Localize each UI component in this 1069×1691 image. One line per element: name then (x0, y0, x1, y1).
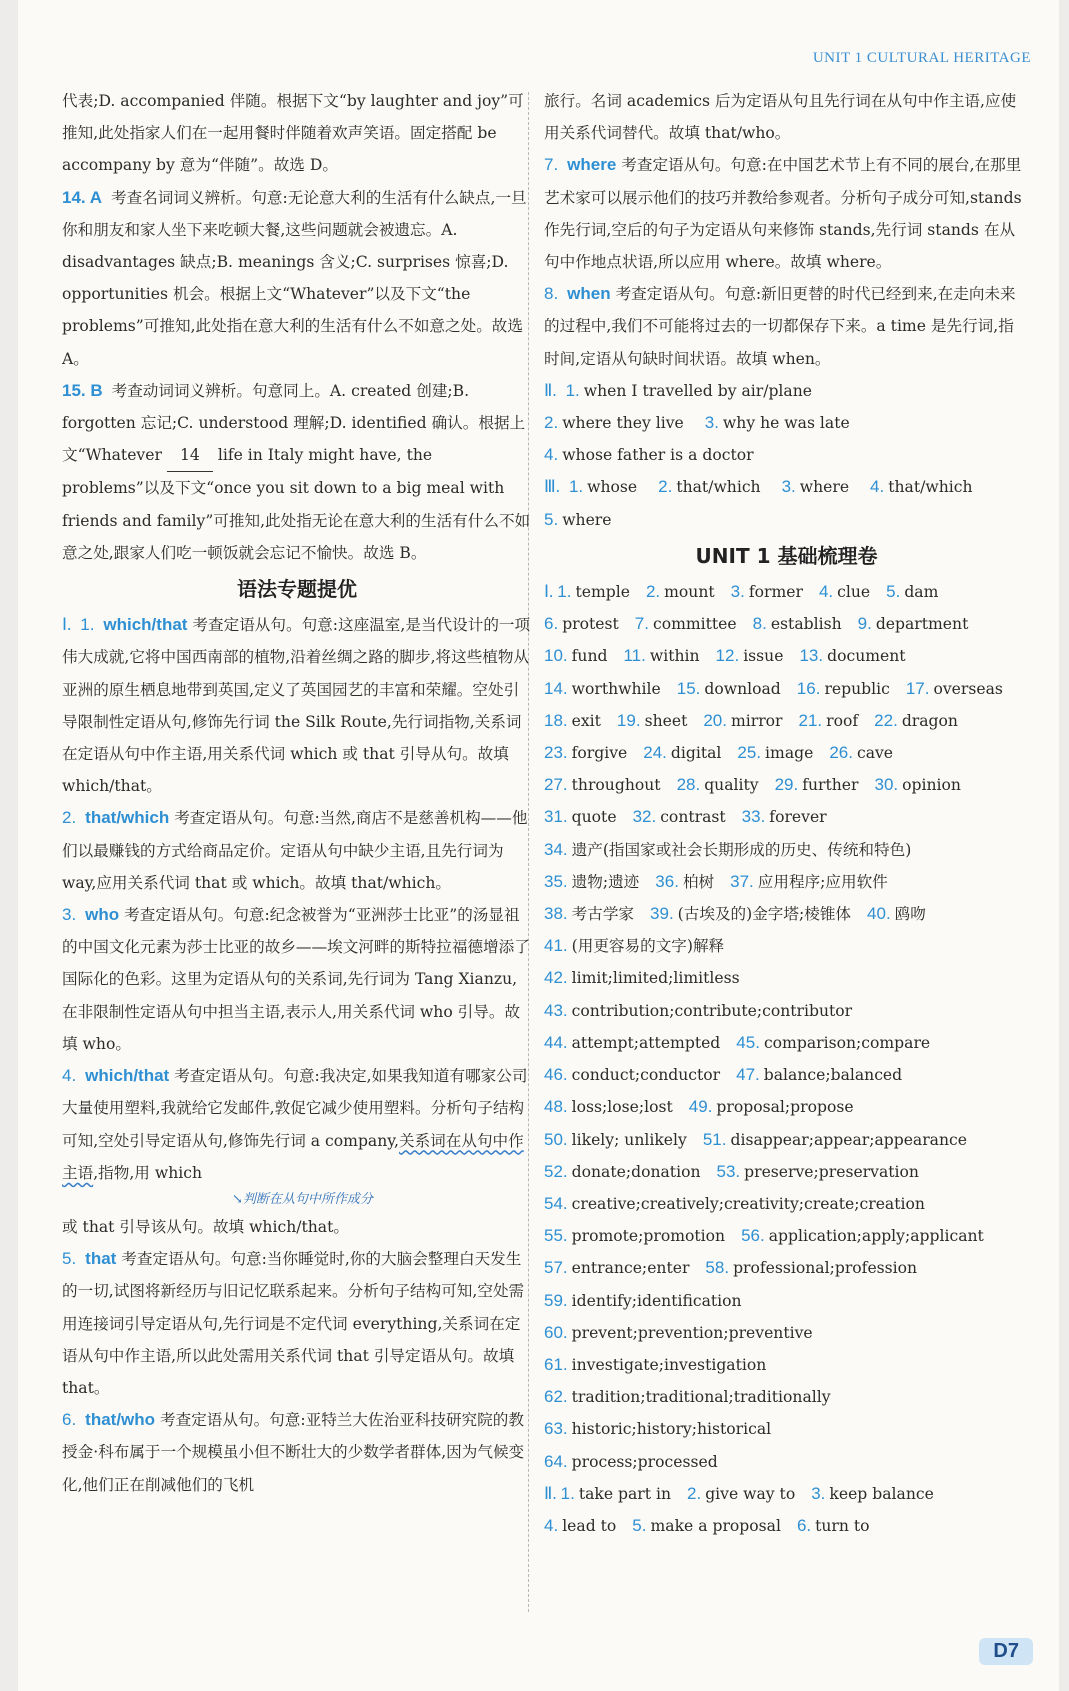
vocab-item-number: 29. (774, 775, 799, 795)
phrase-item-answer: make a proposal (650, 1516, 781, 1535)
ii-3-text: why he was late (722, 414, 850, 433)
phrase-item-number: 6. (796, 1515, 812, 1535)
answer-14-text: 考查名词词义辨析。句意:无论意大利的生活有什么缺点,一旦你和朋友和家人坐下来吃顿大餐,这些问题就会被遗忘。A. disadvantages 缺点;B. meanings 含义;C. surprises 惊喜;D. opportunities 机会。根据上文“Whatever”以及下文“the problems”可推知,此处指在意大利的生活有什么不如意之处。故选 A。 (62, 188, 527, 368)
vocab-item-number: 17. (905, 678, 930, 698)
vocab-row (544, 769, 1029, 801)
grammar-answer-2 (62, 802, 532, 899)
vocab-item-answer: issue (743, 647, 784, 666)
grammar-4-text-c: 或 that 引导该从句。故填 which/that。 (62, 1217, 349, 1236)
vocab-item-answer: balance;balanced (763, 1066, 903, 1085)
iii-4-num: 4. (870, 477, 885, 497)
vocab-row (544, 1091, 1029, 1123)
vocab-row (544, 1027, 1029, 1059)
vocab-row (544, 576, 1029, 608)
vocab-row (544, 1446, 1029, 1478)
grammar-5-text: 考查定语从句。句意:当你睡觉时,你的大脑会整理白天发生的一切,试图将新经历与旧记忆联系起来。分析句子结构可知,空处需用连接词引导定语从句,先行词是不定代词 everything,关系词在定语从句中作主语,所以此处需用关系代词 that 引导定语从句。故填 that。 (62, 1250, 525, 1397)
vocab-item-number: 27. (544, 775, 568, 795)
grammar-4-num: 4. (62, 1066, 77, 1086)
grammar-section-title: 语法专题提优 (237, 577, 357, 602)
vocab-row (544, 640, 1029, 672)
grammar-8-text: 考查定语从句。句意:新旧更替的时代已经到来,在走向未来的过程中,我们不可能将过去的一切都保存下来。a time 是先行词,指时间,定语从句缺时间状语。故填 when。 (544, 285, 1016, 368)
unit-review-title: UNIT 1 基础梳理卷 (695, 543, 878, 568)
ii-4-num: 4. (544, 445, 559, 465)
vocab-item-number: 23. (544, 743, 568, 763)
vocab-row (544, 1252, 1029, 1284)
vocab-item-number: 28. (676, 775, 701, 795)
vocab-item-number: 15. (676, 678, 701, 698)
vocab-item-answer: opinion (902, 776, 961, 795)
vocab-item-number: 56. (741, 1226, 765, 1246)
grammar-4-key: which/that (85, 1066, 170, 1086)
vocab-item-answer: limit;limited;limitless (571, 969, 740, 988)
vocab-item-answer: donate;donation (571, 1162, 701, 1181)
vocab-item-answer: quality (704, 776, 759, 795)
vocab-item-answer: digital (670, 744, 722, 763)
grammar-5-num: 5. (62, 1249, 77, 1269)
vocab-item-number: 44. (544, 1032, 568, 1052)
vocab-item-number: 33. (741, 807, 766, 827)
vocab-item-answer: entrance;enter (571, 1259, 690, 1278)
vocab-item-answer: process;processed (571, 1452, 718, 1471)
vocab-item-number: 11. (623, 646, 646, 666)
vocab-item-number: 24. (643, 743, 667, 763)
vocab-item-answer: (古埃及的)金字塔;棱锥体 (677, 905, 852, 924)
phrase-item-number: 4. (544, 1515, 559, 1535)
vocab-item-number: 43. (544, 1000, 568, 1020)
grammar-2-num: 2. (62, 808, 77, 828)
vocab-row (544, 801, 1029, 833)
vocab-item-number: 36. (655, 871, 679, 891)
section-ii-row-1 (544, 375, 1029, 407)
section-iii-row-2 (544, 504, 1029, 536)
vocab-item-answer: 考古学家 (571, 905, 635, 924)
vocab-item-answer: prevent;prevention;preventive (571, 1323, 813, 1342)
vocab-item-number: 64. (544, 1451, 568, 1471)
vocab-item-number: 41. (544, 936, 568, 956)
vocab-item-answer: dam (904, 583, 939, 602)
vocab-item-number: 57. (544, 1258, 568, 1278)
vocab-item-number: 53. (716, 1161, 741, 1181)
iii-2-text: that/which (676, 478, 761, 497)
phrase-item-number: 2. (687, 1483, 702, 1503)
left-column (62, 85, 532, 1501)
vocab-item-answer: 应用程序;应用软件 (757, 872, 888, 891)
grammar-2-key: that/which (85, 808, 170, 828)
vocab-item-number: 39. (650, 904, 674, 924)
iii-3-num: 3. (781, 477, 796, 497)
vocab-item-answer: fund (571, 647, 608, 666)
grammar-6-key: that/who (85, 1410, 156, 1430)
vocab-item-number: 42. (544, 968, 568, 988)
vocab-item-answer: former (748, 583, 803, 602)
ii-3-num: 3. (704, 413, 719, 433)
phrase-list (544, 1478, 1029, 1542)
vocab-item-number: 19. (616, 710, 641, 730)
vocab-item-number: 48. (544, 1097, 568, 1117)
vocab-row (544, 1413, 1029, 1445)
vocab-item-number: 49. (688, 1097, 713, 1117)
phrase-item-answer: take part in (578, 1484, 671, 1503)
vocab-item-answer: sheet (644, 711, 688, 730)
vocab-item-number: 63. (544, 1419, 568, 1439)
vocab-item-number: 14. (544, 678, 568, 698)
vocab-item-number: 25. (737, 743, 762, 763)
vocab-item-number: 26. (829, 743, 853, 763)
vocab-item-number: 1. (557, 582, 572, 602)
vocab-item-answer: application;apply;applicant (768, 1227, 984, 1246)
phrase-row (544, 1510, 1029, 1542)
answer-14 (62, 182, 532, 375)
grammar-1-num: 1. (80, 615, 95, 635)
answer-page (18, 0, 1059, 1691)
vocab-item-answer: forever (769, 808, 827, 827)
vocab-item-number: 59. (544, 1290, 568, 1310)
vocab-item-number: 50. (544, 1129, 568, 1149)
section-ii-row-3 (544, 439, 1029, 471)
vocab-item-answer: preserve;preservation (744, 1162, 919, 1181)
ii-2-num: 2. (544, 413, 559, 433)
vocab-item-number: 62. (544, 1387, 568, 1407)
vocab-item-answer: professional;profession (733, 1259, 918, 1278)
grammar-3-key: who (85, 905, 120, 925)
iii-5-num: 5. (544, 509, 559, 529)
vocab-item-answer: dragon (901, 711, 958, 730)
ii-4-text: whose father is a doctor (562, 446, 754, 465)
answer-14-key: 14. A (62, 187, 103, 207)
vocab-item-number: 7. (634, 614, 649, 634)
grammar-2-text: 考查定语从句。句意:当然,商店不是慈善机构——他们以最赚钱的方式给商品定价。定语从句中缺少主语,且先行词为 way,应用关系代词 that 或 which。故填 that/which。 (62, 809, 528, 892)
vocab-item-answer: forgive (571, 744, 628, 763)
vocab-item-number: 35. (544, 871, 568, 891)
vocab-item-number: 61. (544, 1354, 568, 1374)
q13-continuation: 代表;D. accompanied 伴随。根据下文“by laughter and joy”可推知,此处指家人们在一起用餐时伴随着欢声笑语。固定搭配 be accompany by 意为“伴随”。故选 D。 (62, 92, 524, 175)
vocab-item-answer: throughout (571, 776, 661, 795)
ii-1-text: when I travelled by air/plane (583, 381, 812, 400)
iii-1-text: whose (587, 478, 638, 497)
grammar-6-num: 6. (62, 1410, 77, 1430)
vocab-item-number: 30. (874, 775, 899, 795)
vocab-item-answer: document (827, 647, 906, 666)
vocab-item-number: 6. (544, 614, 559, 634)
vocab-row (544, 1124, 1029, 1156)
vocab-item-answer: 遗物;遗迹 (571, 872, 640, 891)
vocab-item-answer: cave (856, 744, 894, 763)
right-column (544, 85, 1029, 1542)
vocab-row (544, 834, 1029, 866)
iii-2-num: 2. (658, 477, 673, 497)
vocab-row (544, 995, 1029, 1027)
vocab-item-answer: committee (652, 615, 737, 634)
phrase-item-number: 1. (560, 1483, 575, 1503)
vocab-item-answer: download (704, 679, 781, 698)
grammar-answer-5 (62, 1243, 532, 1404)
vocab-item-answer: tradition;traditional;traditionally (571, 1388, 831, 1407)
vocab-item-number: 46. (544, 1065, 568, 1085)
phrase-roman: Ⅱ. (544, 1483, 557, 1503)
vocab-item-number: 22. (874, 710, 898, 730)
grammar-7-text: 考查定语从句。句意:在中国艺术节上有不同的展台,在那里艺术家可以展示他们的技巧并教给参观者。分析句子成分可知,stands 作先行词,空后的句子为定语从句来修饰 stands,先行词 stands 在从句中作地点状语,所以应用 where。故填 where。 (544, 156, 1022, 272)
grammar-5-key: that (85, 1249, 117, 1269)
vocab-item-number: 18. (544, 710, 568, 730)
grammar-6-text: 考查定语从句。句意:亚特兰大佐治亚科技研究院的教授金·科布属于一个规模虽小但不断壮大的少数学者群体,因为气候变化,他们正在削减他们的飞机 (62, 1411, 525, 1494)
vocab-item-answer: quote (571, 808, 617, 827)
grammar-4-text-a: 考查定语从句。句意:我决定,如果我知道有哪家公司大量使用塑料,我就给它发邮件,敦促它减少使用塑料。分析句子结构可知,空处引导定语从句,修饰先行词 a company, (62, 1067, 528, 1150)
iii-3-text: where (799, 478, 850, 497)
grammar-answer-8 (544, 278, 1029, 375)
grammar-1-text: 考查定语从句。句意:这座温室,是当代设计的一项伟大成就,它将中国西南部的植物,沿着丝绸之路的脚步,将这些植物从亚洲的原生栖息地带到英国,定义了英国园艺的丰富和荣耀。空处引导限制性定语从句,修饰先行词 the Silk Route,先行词指物,关系词在定语从句中作主语,用关系代词 which 或 that 引导从句。故填 which/that。 (62, 616, 531, 796)
grammar-4-wavy-note: 关系词在从句中作主语 (62, 1131, 524, 1182)
vocab-item-number: 47. (736, 1065, 760, 1085)
vocab-item-answer: conduct;conductor (571, 1066, 721, 1085)
vocab-item-answer: image (765, 744, 814, 763)
vocab-list (544, 576, 1029, 1478)
vocab-item-number: 2. (645, 582, 661, 602)
vocab-item-answer: department (875, 615, 969, 634)
vocab-item-number: 32. (632, 807, 657, 827)
vocab-item-number: 8. (752, 614, 767, 634)
vocab-item-answer: investigate;investigation (571, 1355, 767, 1374)
vocab-item-number: 52. (544, 1161, 568, 1181)
phrase-item-answer: keep balance (829, 1484, 934, 1503)
grammar-7-num: 7. (544, 155, 559, 175)
vocab-item-answer: loss;lose;lost (571, 1098, 673, 1117)
iii-1-num: 1. (568, 477, 584, 497)
vocab-item-number: 60. (544, 1322, 568, 1342)
answer-15-text-b: life in Italy might have, the problems”以及下文“once you sit down to a big meal with friends and family”可推知,此处指无论在意大利的生活有什么不如意之处,跟家人们吃一顿饭就会忘记不愉快。故选 B。 (62, 446, 531, 562)
vocab-item-number: 12. (715, 646, 740, 666)
phrase-row (544, 1478, 1029, 1510)
vocab-item-number: 10. (544, 646, 568, 666)
answer-15-blank: 14 (167, 439, 213, 472)
vocab-item-number: 58. (705, 1258, 730, 1278)
grammar-answer-7 (544, 149, 1029, 278)
vocab-row (544, 1220, 1029, 1252)
section-iii-row-1 (544, 471, 1029, 503)
handwritten-annotation: ↘判断在从句中所作成分 (232, 1191, 373, 1207)
section-ii-row-2 (544, 407, 1029, 439)
vocab-item-answer: clue (837, 583, 871, 602)
vocab-item-number: 38. (544, 904, 568, 924)
vocab-item-answer: 鸥吻 (894, 905, 926, 924)
vocab-item-number: 37. (730, 871, 754, 891)
vocab-item-number: 51. (702, 1129, 727, 1149)
vocab-item-answer: overseas (933, 679, 1003, 698)
vocab-item-number: 21. (798, 710, 823, 730)
vocab-item-answer: temple (575, 583, 630, 602)
vocab-item-answer: roof (826, 711, 859, 730)
vocab-item-answer: 柏树 (682, 872, 715, 891)
vocab-row (544, 1349, 1029, 1381)
vocab-row (544, 705, 1029, 737)
vocab-item-answer: mirror (730, 711, 783, 730)
vocab-item-answer: disappear;appear;appearance (730, 1130, 967, 1149)
iii-4-text: that/which (888, 478, 973, 497)
vocab-row (544, 1381, 1029, 1413)
phrase-item-answer: lead to (562, 1516, 617, 1535)
vocab-item-answer: mount (664, 583, 715, 602)
grammar-8-num: 8. (544, 284, 559, 304)
vocab-item-answer: exit (571, 711, 601, 730)
vocab-roman: Ⅰ. (544, 582, 554, 602)
vocab-row (544, 1317, 1029, 1349)
grammar-1-key: which/that (103, 615, 188, 635)
phrase-item-answer: turn to (815, 1516, 870, 1535)
vocab-item-answer: historic;history;historical (571, 1420, 772, 1439)
answer-15 (62, 375, 532, 569)
ii-1-num: 1. (565, 380, 580, 400)
vocab-item-answer: (用更容易的文字)解释 (571, 937, 725, 956)
vocab-item-answer: contrast (660, 808, 726, 827)
unit-header: UNIT 1 CULTURAL HERITAGE (812, 50, 1031, 66)
phrase-item-answer: give way to (705, 1484, 796, 1503)
phrase-item-number: 3. (811, 1483, 826, 1503)
vocab-item-number: 20. (703, 710, 727, 730)
vocab-item-number: 3. (730, 582, 745, 602)
vocab-item-answer: worthwhile (571, 679, 661, 698)
vocab-item-answer: promote;promotion (571, 1227, 726, 1246)
vocab-item-answer: protest (562, 615, 619, 634)
phrase-item-number: 5. (632, 1515, 647, 1535)
vocab-item-answer: republic (824, 679, 890, 698)
vocab-row (544, 930, 1029, 962)
vocab-item-answer: proposal;propose (716, 1098, 854, 1117)
grammar-3-num: 3. (62, 905, 77, 925)
vocab-row (544, 673, 1029, 705)
grammar-3-text: 考查定语从句。句意:纪念被誉为“亚洲莎士比亚”的汤显祖的中国文化元素为莎士比亚的故乡——埃文河畔的斯特拉福德增添了国际化的色彩。这里为定语从句的关系词,先行词为 Tang Xianzu,在非限制性定语从句中担当主语,表示人,用关系代词 who 引导。故填 who。 (62, 906, 530, 1053)
vocab-item-answer: contribution;contribute;contributor (571, 1001, 853, 1020)
iii-5-text: where (562, 510, 612, 529)
vocab-row (544, 1156, 1029, 1188)
vocab-item-number: 45. (736, 1032, 760, 1052)
vocab-row (544, 608, 1029, 640)
ii-2-text: where they live (562, 414, 684, 433)
answer-15-key: 15. B (62, 380, 103, 400)
page-number: D7 (979, 1638, 1033, 1665)
vocab-item-number: 55. (544, 1226, 568, 1246)
vocab-row (544, 737, 1029, 769)
vocab-item-answer: attempt;attempted (571, 1033, 721, 1052)
vocab-item-number: 54. (544, 1193, 568, 1213)
grammar-4-text-b: ,指物,用 which (93, 1163, 203, 1182)
vocab-item-answer: within (649, 647, 700, 666)
vocab-item-answer: identify;identification (571, 1291, 742, 1310)
vocab-item-answer: further (802, 776, 859, 795)
vocab-row (544, 1059, 1029, 1091)
vocab-item-number: 13. (799, 646, 824, 666)
vocab-item-answer: establish (770, 615, 842, 634)
vocab-item-number: 9. (857, 614, 872, 634)
vocab-item-answer: likely; unlikely (571, 1130, 687, 1149)
vocab-item-number: 16. (796, 678, 821, 698)
vocab-item-number: 40. (867, 904, 891, 924)
vocab-row (544, 1285, 1029, 1317)
vocab-item-answer: comparison;compare (763, 1033, 931, 1052)
section-ii-roman: Ⅱ. (544, 380, 557, 400)
grammar-6-continuation: 旅行。名词 academics 后为定语从句且先行词在从句中作主语,应使用关系代词替代。故填 that/who。 (544, 92, 1017, 143)
vocab-item-answer: creative;creatively;creativity;create;creation (571, 1194, 925, 1213)
vocab-row (544, 898, 1029, 930)
vocab-row (544, 1188, 1029, 1220)
vocab-row (544, 866, 1029, 898)
section-iii-roman: Ⅲ. (544, 477, 560, 497)
grammar-8-key: when (567, 284, 611, 304)
grammar-answer-1 (62, 609, 532, 802)
grammar-7-key: where (567, 155, 617, 175)
grammar-roman-1: Ⅰ. (62, 615, 72, 635)
vocab-item-number: 34. (544, 839, 568, 859)
vocab-item-answer: 遗产(指国家或社会长期形成的历史、传统和特色) (571, 840, 912, 859)
grammar-answer-3 (62, 899, 532, 1060)
answer-15-text-a: 考查动词词义辨析。句意同上。A. created 创建;B. forgotten 忘记;C. understood 理解;D. identified 确认。根据上文“Whatever (62, 381, 526, 465)
vocab-item-number: 4. (818, 582, 834, 602)
grammar-answer-4 (62, 1060, 532, 1243)
vocab-row (544, 962, 1029, 994)
vocab-item-number: 31. (544, 807, 568, 827)
grammar-answer-6 (62, 1404, 532, 1501)
vocab-item-number: 5. (886, 582, 901, 602)
